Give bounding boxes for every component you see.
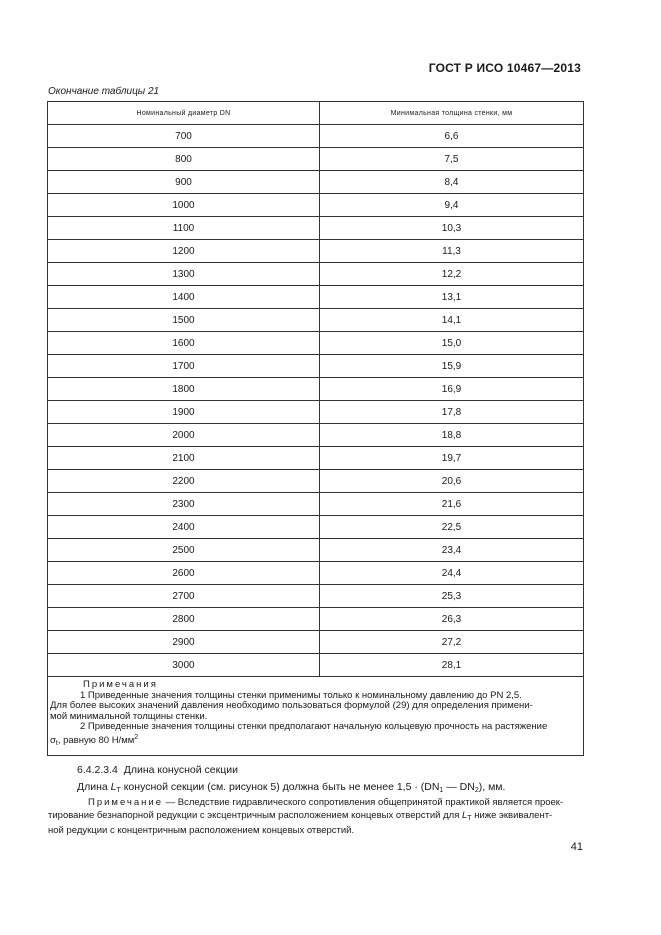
table-row bbox=[48, 378, 584, 401]
cell-diameter: 1100 bbox=[48, 217, 320, 240]
table-notes-row bbox=[48, 677, 584, 756]
table-row bbox=[48, 562, 584, 585]
table-row bbox=[48, 240, 584, 263]
table-row bbox=[48, 309, 584, 332]
cell-diameter: 1800 bbox=[48, 378, 320, 401]
table-row bbox=[48, 401, 584, 424]
cell-diameter: 2600 bbox=[48, 562, 320, 585]
cell-thickness: 28,1 bbox=[320, 654, 584, 677]
cell-diameter: 700 bbox=[48, 125, 320, 148]
note-1-line-1: 1 Приведенные значения толщины стенки применимы только к номинальному давлению до PN 2,5. bbox=[80, 689, 522, 701]
cell-thickness: 12,2 bbox=[320, 263, 584, 286]
note-1-line-3: мой минимальной толщины стенки. bbox=[50, 710, 208, 722]
note-line-1 bbox=[48, 797, 583, 810]
column-header-thickness: Минимальная толщина стенки, мм bbox=[320, 102, 584, 125]
cell-diameter: 2900 bbox=[48, 631, 320, 654]
document-header: ГОСТ Р ИСО 10467—2013 bbox=[428, 61, 581, 75]
cell-thickness: 9,4 bbox=[320, 194, 584, 217]
section-paragraph bbox=[77, 781, 505, 794]
table-row bbox=[48, 585, 584, 608]
section-heading bbox=[77, 764, 238, 776]
cell-diameter: 1900 bbox=[48, 401, 320, 424]
cell-thickness: 13,1 bbox=[320, 286, 584, 309]
table-row bbox=[48, 608, 584, 631]
note-length-symbol: L bbox=[462, 809, 468, 821]
section-number: 6.4.2.3.4 bbox=[77, 764, 118, 776]
para-text-d: ), мм. bbox=[478, 781, 506, 793]
cell-thickness: 11,3 bbox=[320, 240, 584, 263]
para-text-b: конусной секции (см. рисунок 5) должна быть не менее 1,5 · (DN bbox=[120, 781, 440, 793]
cell-thickness: 22,5 bbox=[320, 516, 584, 539]
unit-superscript: 2 bbox=[134, 733, 139, 741]
table-row bbox=[48, 470, 584, 493]
note-text-2b: ниже эквивалент- bbox=[471, 809, 553, 821]
cell-thickness: 8,4 bbox=[320, 171, 584, 194]
cell-diameter: 2500 bbox=[48, 539, 320, 562]
cell-diameter: 1300 bbox=[48, 263, 320, 286]
table-row bbox=[48, 125, 584, 148]
cell-diameter: 2400 bbox=[48, 516, 320, 539]
cell-thickness: 7,5 bbox=[320, 148, 584, 171]
table-row bbox=[48, 286, 584, 309]
cell-thickness: 6,6 bbox=[320, 125, 584, 148]
cell-diameter: 3000 bbox=[48, 654, 320, 677]
section-title: Длина конусной секции bbox=[123, 764, 238, 776]
table-caption: Окончание таблицы 21 bbox=[48, 86, 160, 97]
length-subscript: T bbox=[116, 787, 121, 794]
cell-diameter: 2300 bbox=[48, 493, 320, 516]
dn1-subscript: 1 bbox=[439, 787, 444, 794]
table-row bbox=[48, 493, 584, 516]
cell-diameter: 900 bbox=[48, 171, 320, 194]
cell-thickness: 19,7 bbox=[320, 447, 584, 470]
cell-diameter: 1700 bbox=[48, 355, 320, 378]
table-row bbox=[48, 332, 584, 355]
cell-thickness: 14,1 bbox=[320, 309, 584, 332]
table-row bbox=[48, 355, 584, 378]
table-row bbox=[48, 424, 584, 447]
cell-thickness: 26,3 bbox=[320, 608, 584, 631]
cell-thickness: 10,3 bbox=[320, 217, 584, 240]
note-1-line-2: Для более высоких значений давления необходимо пользоваться формулой (29) для определения примени- bbox=[50, 700, 533, 711]
cell-diameter: 800 bbox=[48, 148, 320, 171]
table-row bbox=[48, 654, 584, 677]
cell-thickness: 16,9 bbox=[320, 378, 584, 401]
cell-thickness: 21,6 bbox=[320, 493, 584, 516]
sigma-subscript: t bbox=[55, 739, 58, 747]
table-row bbox=[48, 263, 584, 286]
table-row bbox=[48, 194, 584, 217]
cell-diameter: 2000 bbox=[48, 424, 320, 447]
table-row bbox=[48, 217, 584, 240]
sigma-symbol: σ bbox=[50, 734, 56, 746]
cell-thickness: 27,2 bbox=[320, 631, 584, 654]
table-row bbox=[48, 631, 584, 654]
cell-thickness: 20,6 bbox=[320, 470, 584, 493]
cell-thickness: 24,4 bbox=[320, 562, 584, 585]
table-notes bbox=[48, 677, 584, 756]
cell-thickness: 15,0 bbox=[320, 332, 584, 355]
note-text-1: — Вследствие гидравлического сопротивления общепринятой практикой является проек- bbox=[163, 797, 564, 808]
dn2-subscript: 2 bbox=[474, 787, 479, 794]
page-number: 41 bbox=[570, 841, 583, 853]
section-note bbox=[48, 797, 583, 838]
note-label: Примечание bbox=[88, 797, 163, 808]
column-header-diameter: Номинальный диаметр DN bbox=[48, 102, 320, 125]
table-header-row bbox=[48, 102, 584, 125]
cell-thickness: 18,8 bbox=[320, 424, 584, 447]
cell-diameter: 1500 bbox=[48, 309, 320, 332]
length-symbol: L bbox=[110, 781, 117, 793]
cell-thickness: 25,3 bbox=[320, 585, 584, 608]
cell-diameter: 1000 bbox=[48, 194, 320, 217]
note-2-line-1: 2 Приведенные значения толщины стенки предполагают начальную кольцевую прочность на растяжение bbox=[80, 721, 548, 732]
cell-thickness: 15,9 bbox=[320, 355, 584, 378]
note-2-rest: , равную 80 Н/мм bbox=[57, 734, 135, 746]
note-text-2a: тирование безнапорной редукции с эксцентричным расположением концевых отверстий для bbox=[48, 809, 462, 821]
wall-thickness-table bbox=[47, 101, 584, 756]
notes-heading: Примечания bbox=[83, 679, 158, 690]
table-row bbox=[48, 539, 584, 562]
note-line-2 bbox=[48, 810, 583, 826]
cell-diameter: 1600 bbox=[48, 332, 320, 355]
cell-diameter: 1200 bbox=[48, 240, 320, 263]
cell-diameter: 2700 bbox=[48, 585, 320, 608]
cell-diameter: 2100 bbox=[48, 447, 320, 470]
cell-thickness: 17,8 bbox=[320, 401, 584, 424]
table-row bbox=[48, 171, 584, 194]
para-text-a: Длина bbox=[77, 781, 111, 793]
cell-diameter: 2200 bbox=[48, 470, 320, 493]
cell-diameter: 2800 bbox=[48, 608, 320, 631]
para-text-c: — DN bbox=[443, 781, 475, 793]
note-line-3: ной редукции с концентричным расположением концевых отверстий. bbox=[48, 825, 355, 836]
table-row bbox=[48, 447, 584, 470]
cell-diameter: 1400 bbox=[48, 286, 320, 309]
table-row bbox=[48, 516, 584, 539]
note-length-subscript: T bbox=[467, 814, 472, 822]
cell-thickness: 23,4 bbox=[320, 539, 584, 562]
note-2-line-2 bbox=[50, 733, 578, 750]
table-row bbox=[48, 148, 584, 171]
